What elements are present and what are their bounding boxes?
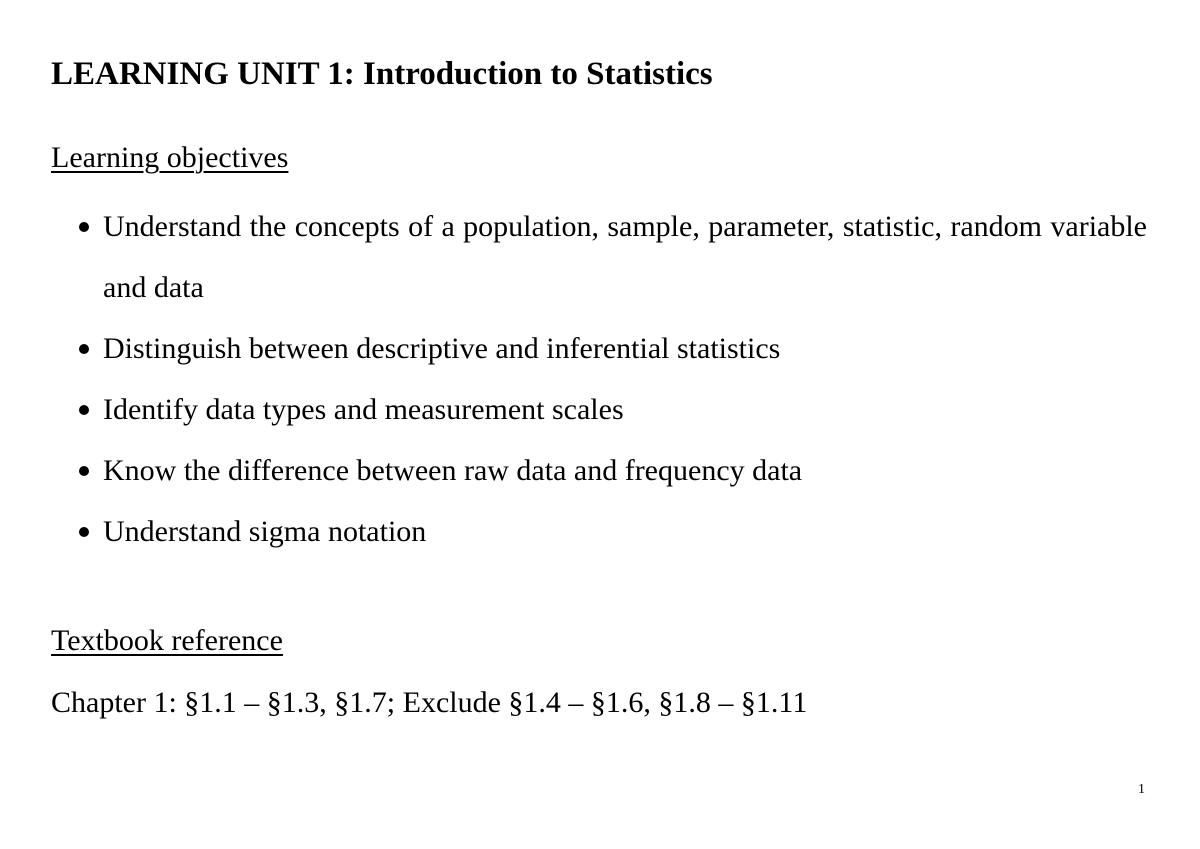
- bullet-icon: [79, 466, 89, 476]
- bullet-icon: [79, 527, 89, 537]
- objective-text: Identify data types and measurement scales: [103, 393, 624, 426]
- learning-objectives-heading: Learning objectives: [51, 141, 289, 174]
- textbook-reference-text: Chapter 1: §1.1 – §1.3, §1.7; Exclude §1.4 – §1.6, §1.8 – §1.11: [51, 686, 808, 719]
- objective-text: Distinguish between descriptive and inferential statistics: [103, 332, 781, 365]
- objectives-list: [0, 196, 1200, 562]
- list-item: [0, 440, 1200, 501]
- page-number: 1: [1138, 782, 1145, 797]
- list-item: [0, 318, 1200, 379]
- bullet-icon: [79, 405, 89, 415]
- bullet-icon: [79, 222, 89, 232]
- list-item: [0, 501, 1200, 562]
- objective-text: Understand sigma notation: [103, 515, 427, 548]
- list-item: [0, 196, 1200, 318]
- textbook-reference-heading: Textbook reference: [51, 624, 283, 657]
- objective-text: Know the difference between raw data and frequency data: [103, 454, 803, 487]
- bullet-icon: [79, 344, 89, 354]
- list-item: [0, 379, 1200, 440]
- page-title: LEARNING UNIT 1: Introduction to Statistics: [51, 56, 713, 92]
- objective-text: Understand the concepts of a population, sample, parameter, statistic, random variable and data: [103, 210, 1147, 304]
